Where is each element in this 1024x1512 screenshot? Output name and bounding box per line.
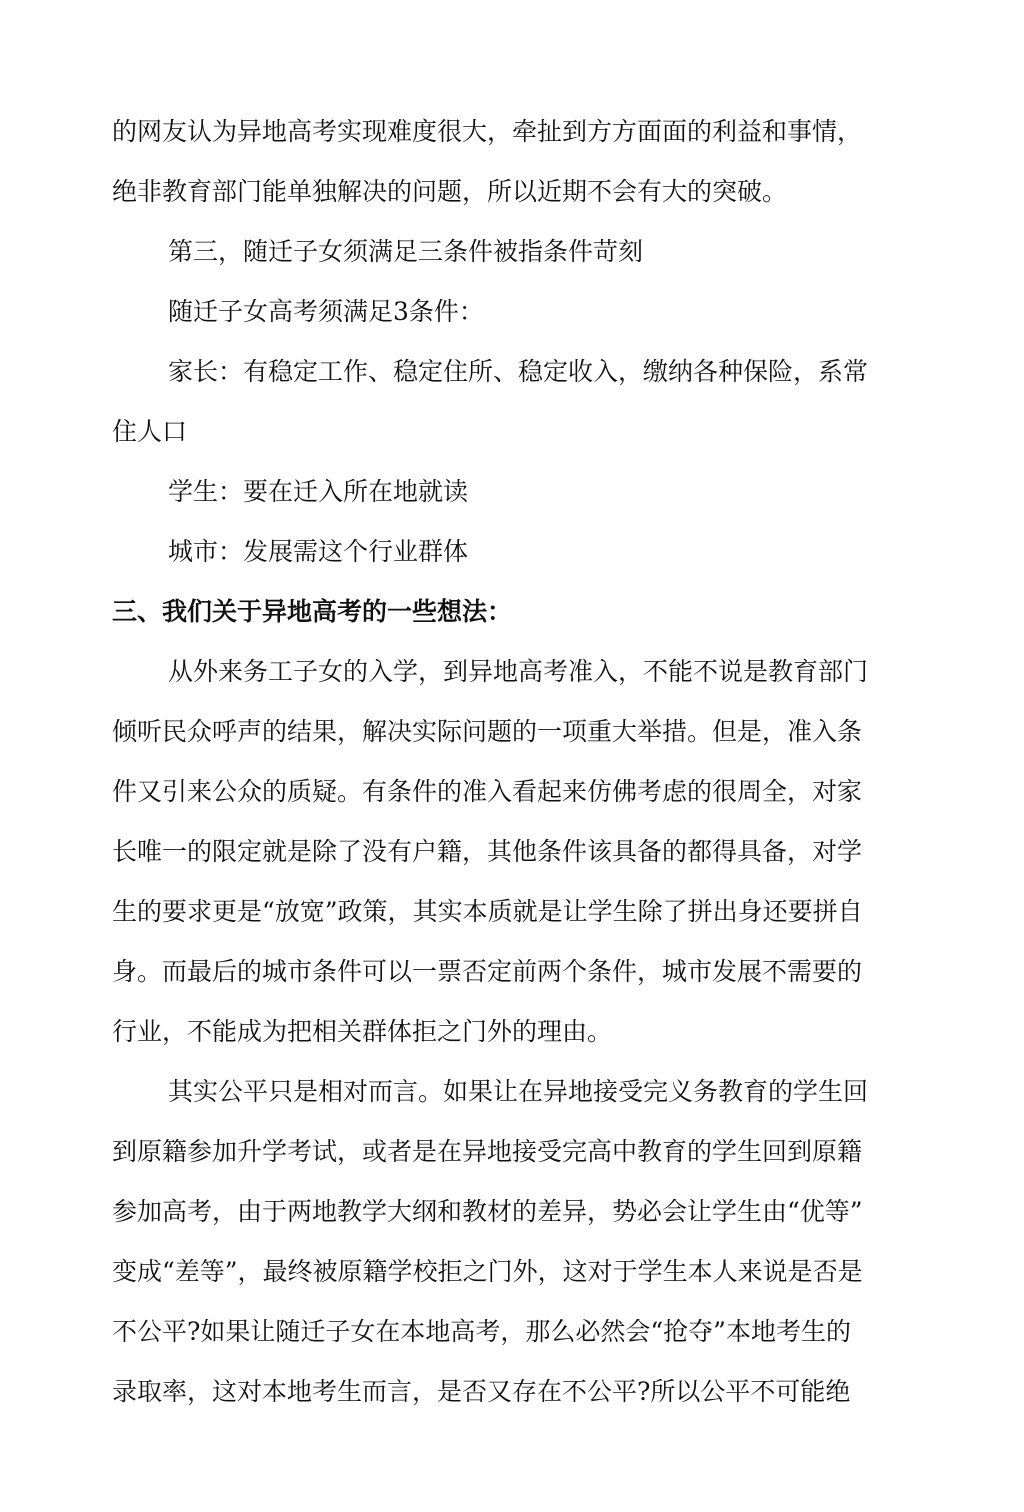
condition-parent-line-continued: 住人口 (112, 417, 188, 446)
paragraph-line: 变成“差等”，最终被原籍学校拒之门外，这对于学生本人来说是否是 (112, 1257, 863, 1286)
paragraph-line: 生的要求更是“放宽”政策，其实本质就是让学生除了拼出身还要拼自 (112, 897, 863, 926)
paragraph-line: 录取率，这对本地考生而言，是否又存在不公平?所以公平不可能绝 (112, 1377, 851, 1406)
paragraph-line: 从外来务工子女的入学，到异地高考准入，不能不说是教育部门 (168, 657, 869, 686)
paragraph-line: 到原籍参加升学考试，或者是在异地接受完高中教育的学生回到原籍 (112, 1137, 863, 1166)
paragraph-line: 长唯一的限定就是除了没有户籍，其他条件该具备的都得具备，对学 (112, 837, 863, 866)
condition-parent-line: 家长：有稳定工作、稳定住所、稳定收入，缴纳各种保险，系常 (168, 357, 869, 386)
condition-city-line: 城市：发展需这个行业群体 (168, 537, 469, 566)
condition-student-line: 学生：要在迁入所在地就读 (168, 477, 469, 506)
paragraph-line: 的网友认为异地高考实现难度很大，牵扯到方方面面的利益和事情， (112, 117, 863, 146)
paragraph-line: 倾听民众呼声的结果，解决实际问题的一项重大举措。但是，准入条 (112, 717, 863, 746)
paragraph-line: 身。而最后的城市条件可以一票否定前两个条件，城市发展不需要的 (112, 957, 863, 986)
paragraph-line: 不公平?如果让随迁子女在本地高考，那么必然会“抢夺”本地考生的 (112, 1317, 851, 1346)
paragraph-line: 件又引来公众的质疑。有条件的准入看起来仿佛考虑的很周全，对家 (112, 777, 863, 806)
paragraph-line: 其实公平只是相对而言。如果让在异地接受完义务教育的学生回 (168, 1077, 869, 1106)
paragraph-line: 绝非教育部门能单独解决的问题，所以近期不会有大的突破。 (112, 177, 788, 206)
paragraph-line: 随迁子女高考须满足3条件： (168, 297, 484, 326)
section-heading: 三、我们关于异地高考的一些想法： (112, 597, 513, 626)
paragraph-line: 行业，不能成为把相关群体拒之门外的理由。 (112, 1017, 613, 1046)
section-subtitle: 第三，随迁子女须满足三条件被指条件苛刻 (168, 237, 644, 266)
paragraph-line: 参加高考，由于两地教学大纲和教材的差异，势必会让学生由“优等” (112, 1197, 863, 1226)
